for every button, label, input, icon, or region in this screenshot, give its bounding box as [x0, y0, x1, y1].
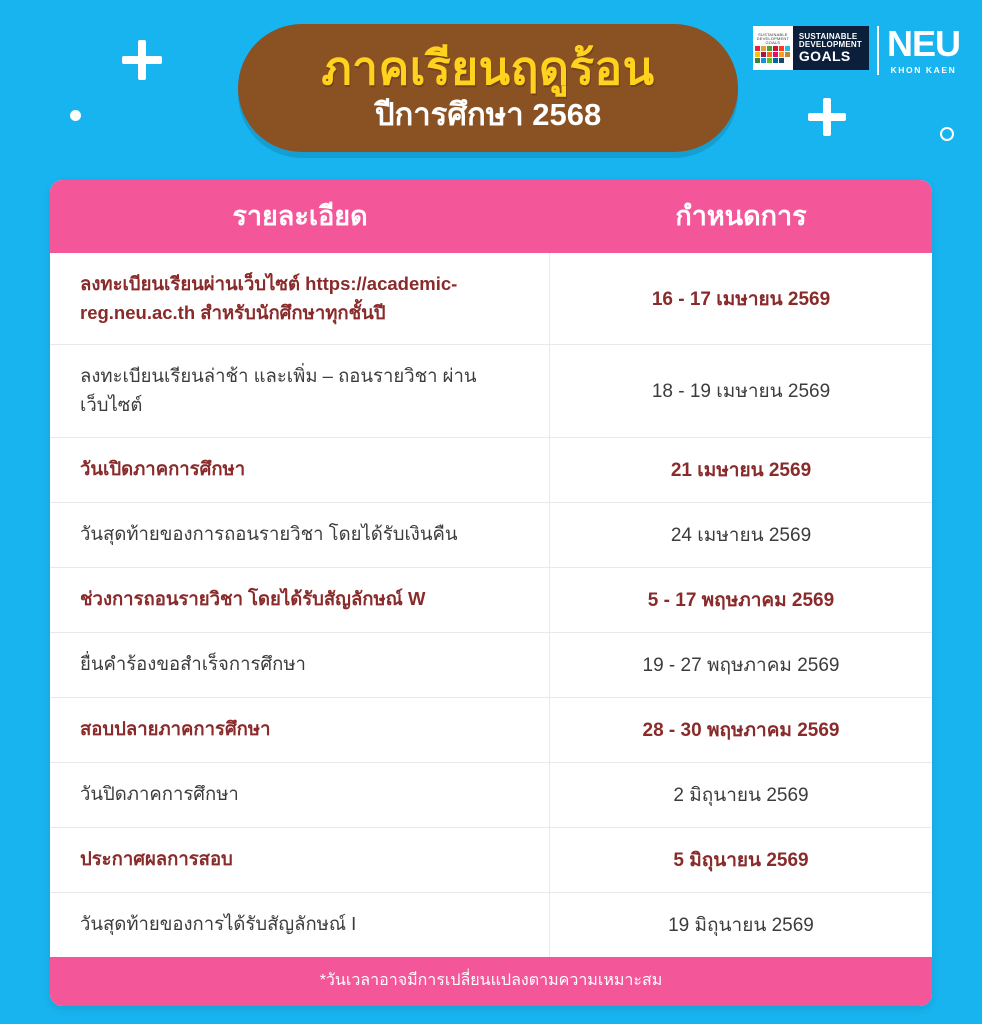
sdg-grid-icon	[753, 26, 793, 70]
logo-group	[753, 23, 960, 75]
page-title: ภาคเรียนฤดูร้อน	[321, 42, 655, 95]
sdg-line-2: DEVELOPMENT	[798, 39, 862, 49]
plus-decoration-right	[808, 98, 846, 136]
cell-detail: ลงทะเบียนเรียนล่าช้า และเพิ่ม – ถอนรายวิชา ผ่านเว็บไซต์	[50, 345, 550, 436]
sdg-wordmark	[793, 26, 869, 70]
table-row	[50, 503, 932, 568]
cell-date: 19 มิถุนายน 2569	[668, 914, 814, 936]
table-row	[50, 828, 932, 893]
cell-date: 5 - 17 พฤษภาคม 2569	[647, 589, 835, 611]
title-badge	[238, 24, 738, 152]
sdg-color-grid	[755, 46, 790, 63]
cell-detail: ช่วงการถอนรายวิชา โดยได้รับสัญลักษณ์ W	[50, 568, 550, 632]
cell-detail: ลงทะเบียนเรียนผ่านเว็บไซต์ https://academic-reg.neu.ac.th สำหรับนักศึกษาทุกชั้นปี	[50, 253, 550, 344]
schedule-card	[50, 180, 932, 1006]
table-row	[50, 568, 932, 633]
neu-name: NEU	[886, 23, 960, 64]
cell-date: 18 - 19 เมษายน 2569	[651, 381, 831, 403]
table-body	[50, 253, 932, 957]
sdg-line-3: GOALS	[798, 48, 851, 65]
column-header-detail: รายละเอียด	[232, 201, 368, 231]
table-row	[50, 698, 932, 763]
table-row	[50, 253, 932, 345]
cell-detail: สอบปลายภาคการศึกษา	[50, 698, 550, 762]
table-header-row	[50, 180, 932, 253]
neu-logo	[877, 23, 960, 75]
column-header-date: กำหนดการ	[675, 201, 807, 231]
cell-date: 21 เมษายน 2569	[670, 459, 812, 481]
table-row	[50, 633, 932, 698]
cell-detail: วันปิดภาคการศึกษา	[50, 763, 550, 827]
page-subtitle: ปีการศึกษา 2568	[374, 96, 602, 132]
table-row	[50, 893, 932, 957]
sdg-line-1: SUSTAINABLE	[798, 31, 858, 41]
cell-date: 28 - 30 พฤษภาคม 2569	[642, 719, 840, 741]
cell-date: 5 มิถุนายน 2569	[673, 849, 809, 871]
cell-detail: วันสุดท้ายของการได้รับสัญลักษณ์ I	[50, 893, 550, 957]
cell-date: 2 มิถุนายน 2569	[673, 784, 809, 806]
cell-detail: วันเปิดภาคการศึกษา	[50, 438, 550, 502]
table-row	[50, 763, 932, 828]
cell-date: 24 เมษายน 2569	[670, 524, 812, 546]
table-row	[50, 438, 932, 503]
cell-detail: ยื่นคำร้องขอสำเร็จการศึกษา	[50, 633, 550, 697]
cell-detail: วันสุดท้ายของการถอนรายวิชา โดยได้รับเงินคืน	[50, 503, 550, 567]
table-row	[50, 345, 932, 437]
sdg-mini-title: SUSTAINABLE DEVELOPMENT GOALS	[756, 32, 790, 45]
sdg-logo	[753, 26, 869, 70]
cell-date: 19 - 27 พฤษภาคม 2569	[642, 654, 840, 676]
table-footnote: *วันเวลาอาจมีการเปลี่ยนแปลงตามความเหมาะสม	[50, 957, 932, 1006]
neu-location: KHON KAEN	[890, 65, 957, 75]
dot-decoration-filled	[70, 110, 81, 121]
cell-detail: ประกาศผลการสอบ	[50, 828, 550, 892]
plus-decoration-left	[122, 40, 162, 80]
cell-date: 16 - 17 เมษายน 2569	[651, 288, 831, 310]
dot-decoration-hollow	[940, 127, 954, 141]
